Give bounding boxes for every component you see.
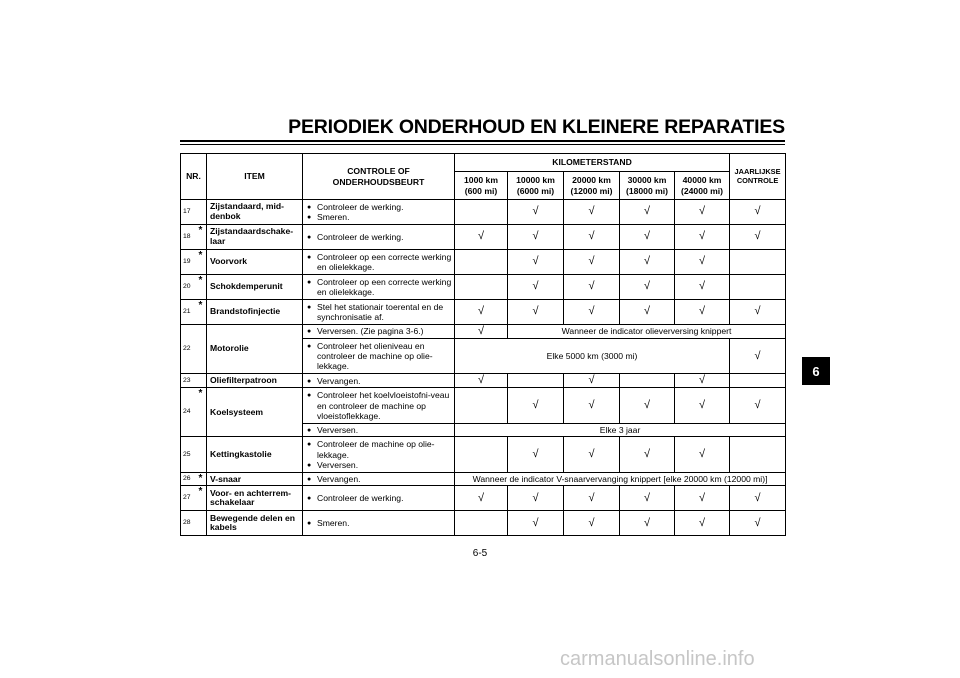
row-control xyxy=(303,424,455,437)
check-cell: √ xyxy=(675,225,730,250)
check-cell: √ xyxy=(730,388,786,424)
check-cell: √ xyxy=(675,275,730,300)
interval-text: Elke 5000 km (3000 mi) xyxy=(455,339,730,374)
row-item: Bewegende delen en kabels xyxy=(207,511,303,536)
check-cell xyxy=(455,437,508,473)
control-bullet: ● Controleer het koelvloeistofni-veau en controleer de machine op vloeistoflekkage. xyxy=(305,390,452,421)
check-cell: √ xyxy=(564,250,620,275)
row-number: 27 xyxy=(181,486,199,511)
check-cell: √ xyxy=(620,486,675,511)
check-cell: √ xyxy=(508,250,564,275)
check-cell: √ xyxy=(675,374,730,388)
row-number: 23 xyxy=(181,374,199,388)
row-number: 25 xyxy=(181,437,199,473)
table-row xyxy=(181,225,786,250)
row-control xyxy=(303,200,455,225)
row-item: Oliefilterpatroon xyxy=(207,374,303,388)
row-star xyxy=(199,325,207,374)
control-bullet: ● Controleer op een correcte werking en olielekkage. xyxy=(305,277,452,298)
check-cell: √ xyxy=(620,250,675,275)
row-number: 19 xyxy=(181,250,199,275)
check-cell: √ xyxy=(564,388,620,424)
check-cell: √ xyxy=(508,225,564,250)
row-item: Zijstandaard, mid-denbok xyxy=(207,200,303,225)
table-row xyxy=(181,250,786,275)
check-cell: √ xyxy=(675,511,730,536)
check-cell: √ xyxy=(730,225,786,250)
row-item: Schokdemperunit xyxy=(207,275,303,300)
row-star xyxy=(199,374,207,388)
check-cell: √ xyxy=(455,486,508,511)
row-control xyxy=(303,250,455,275)
row-number: 21 xyxy=(181,300,199,325)
table-row xyxy=(181,388,786,424)
row-star xyxy=(199,200,207,225)
table-row xyxy=(181,200,786,225)
row-control xyxy=(303,486,455,511)
check-cell: √ xyxy=(455,374,508,388)
check-cell: √ xyxy=(730,511,786,536)
watermark: carmanualsonline.info xyxy=(560,648,755,670)
check-cell: √ xyxy=(508,200,564,225)
page-title: PERIODIEK ONDERHOUD EN KLEINERE REPARATIES xyxy=(288,116,785,138)
check-cell: √ xyxy=(620,225,675,250)
row-control xyxy=(303,275,455,300)
title-rule xyxy=(180,140,785,142)
interval-text: Wanneer de indicator V-snaarvervanging knippert [elke 20000 km (12000 mi)] xyxy=(455,473,786,486)
page-number: 6-5 xyxy=(472,548,488,559)
row-star: * xyxy=(199,250,207,275)
check-cell: √ xyxy=(730,339,786,374)
check-cell: √ xyxy=(620,388,675,424)
check-cell: √ xyxy=(508,275,564,300)
check-cell: √ xyxy=(675,437,730,473)
row-control xyxy=(303,437,455,473)
row-star: * xyxy=(199,473,207,486)
row-control xyxy=(303,473,455,486)
km-col-3: 20000 km (12000 mi) xyxy=(564,172,620,200)
header-row xyxy=(181,154,786,172)
row-number: 28 xyxy=(181,511,199,536)
check-cell: √ xyxy=(564,437,620,473)
maintenance-table xyxy=(180,153,786,536)
check-cell: √ xyxy=(730,300,786,325)
check-cell xyxy=(455,250,508,275)
table-row xyxy=(181,374,786,388)
row-number: 18 xyxy=(181,225,199,250)
check-cell: √ xyxy=(564,225,620,250)
row-item: Voor- en achterrem-schakelaar xyxy=(207,486,303,511)
control-bullet: ● Vervangen. xyxy=(305,376,452,386)
check-cell: √ xyxy=(508,511,564,536)
check-cell: √ xyxy=(620,200,675,225)
control-bullet: ● Smeren. xyxy=(305,212,452,222)
row-star: * xyxy=(199,300,207,325)
check-cell: √ xyxy=(455,325,508,339)
control-bullet: ● Controleer de werking. xyxy=(305,493,452,503)
row-item: Kettingkastolie xyxy=(207,437,303,473)
check-cell: √ xyxy=(564,200,620,225)
check-cell xyxy=(455,388,508,424)
row-number: 17 xyxy=(181,200,199,225)
row-star xyxy=(199,511,207,536)
check-cell xyxy=(620,374,675,388)
header-nr: NR. xyxy=(181,154,207,200)
check-cell: √ xyxy=(675,486,730,511)
interval-text: Elke 3 jaar xyxy=(455,424,786,437)
row-star: * xyxy=(199,486,207,511)
control-bullet: ● Controleer het olieniveau en controleer de machine op olie-lekkage. xyxy=(305,341,452,372)
check-cell: √ xyxy=(620,300,675,325)
control-bullet: ● Smeren. xyxy=(305,518,452,528)
control-bullet: ● Controleer de werking. xyxy=(305,232,452,242)
table-row xyxy=(181,511,786,536)
table-row xyxy=(181,300,786,325)
check-cell: √ xyxy=(508,300,564,325)
check-cell: √ xyxy=(508,486,564,511)
row-item: Voorvork xyxy=(207,250,303,275)
row-control xyxy=(303,225,455,250)
check-cell: √ xyxy=(675,388,730,424)
row-item: V-snaar xyxy=(207,473,303,486)
control-bullet: ● Controleer de werking. xyxy=(305,202,452,212)
row-item: Zijstandaardschake-laar xyxy=(207,225,303,250)
check-cell: √ xyxy=(730,200,786,225)
row-control xyxy=(303,325,455,339)
row-number: 24 xyxy=(181,388,199,437)
km-col-2: 10000 km (6000 mi) xyxy=(508,172,564,200)
check-cell: √ xyxy=(564,486,620,511)
header-annual: JAARLIJKSE CONTROLE xyxy=(730,154,786,200)
check-cell xyxy=(455,275,508,300)
control-bullet: ● Verversen. xyxy=(305,460,452,470)
check-cell: √ xyxy=(508,388,564,424)
row-star: * xyxy=(199,275,207,300)
check-cell xyxy=(455,200,508,225)
title-rule-thin xyxy=(180,144,785,145)
row-number: 26 xyxy=(181,473,199,486)
km-col-1: 1000 km (600 mi) xyxy=(455,172,508,200)
check-cell xyxy=(730,275,786,300)
table-row xyxy=(181,473,786,486)
control-bullet: ● Stel het stationair toerental en de synchronisatie af. xyxy=(305,302,452,323)
row-item: Brandstofinjectie xyxy=(207,300,303,325)
check-cell: √ xyxy=(620,275,675,300)
check-cell xyxy=(730,374,786,388)
check-cell xyxy=(508,374,564,388)
control-bullet: ● Controleer de machine op olie-lekkage. xyxy=(305,439,452,460)
check-cell: √ xyxy=(675,300,730,325)
check-cell: √ xyxy=(455,225,508,250)
check-cell xyxy=(455,511,508,536)
check-cell: √ xyxy=(455,300,508,325)
check-cell: √ xyxy=(564,300,620,325)
control-bullet: ● Verversen. xyxy=(305,425,452,435)
check-cell: √ xyxy=(730,486,786,511)
table-row xyxy=(181,437,786,473)
row-control xyxy=(303,374,455,388)
control-bullet: ● Vervangen. xyxy=(305,474,452,484)
check-cell xyxy=(730,437,786,473)
check-cell: √ xyxy=(508,437,564,473)
row-star: * xyxy=(199,388,207,437)
row-control xyxy=(303,339,455,374)
row-star xyxy=(199,437,207,473)
control-bullet: ● Controleer op een correcte werking en olielekkage. xyxy=(305,252,452,273)
row-item: Koelsysteem xyxy=(207,388,303,437)
header-km: KILOMETERSTAND xyxy=(455,154,730,172)
row-control xyxy=(303,300,455,325)
check-cell: √ xyxy=(564,275,620,300)
check-cell: √ xyxy=(620,511,675,536)
row-number: 22 xyxy=(181,325,199,374)
header-item: ITEM xyxy=(207,154,303,200)
row-control xyxy=(303,511,455,536)
row-item: Motorolie xyxy=(207,325,303,374)
row-number: 20 xyxy=(181,275,199,300)
table-row xyxy=(181,275,786,300)
check-cell: √ xyxy=(675,200,730,225)
check-cell: √ xyxy=(675,250,730,275)
table-row xyxy=(181,486,786,511)
check-cell xyxy=(730,250,786,275)
check-cell: √ xyxy=(620,437,675,473)
table-row xyxy=(181,325,786,339)
chapter-tab: 6 xyxy=(802,357,830,385)
row-control xyxy=(303,388,455,424)
km-col-4: 30000 km (18000 mi) xyxy=(620,172,675,200)
interval-text: Wanneer de indicator olieverversing knippert xyxy=(508,325,786,339)
check-cell: √ xyxy=(564,374,620,388)
control-bullet: ● Verversen. (Zie pagina 3-6.) xyxy=(305,326,452,336)
check-cell: √ xyxy=(564,511,620,536)
header-control: CONTROLE OF ONDERHOUDSBEURT xyxy=(303,154,455,200)
km-col-5: 40000 km (24000 mi) xyxy=(675,172,730,200)
row-star: * xyxy=(199,225,207,250)
